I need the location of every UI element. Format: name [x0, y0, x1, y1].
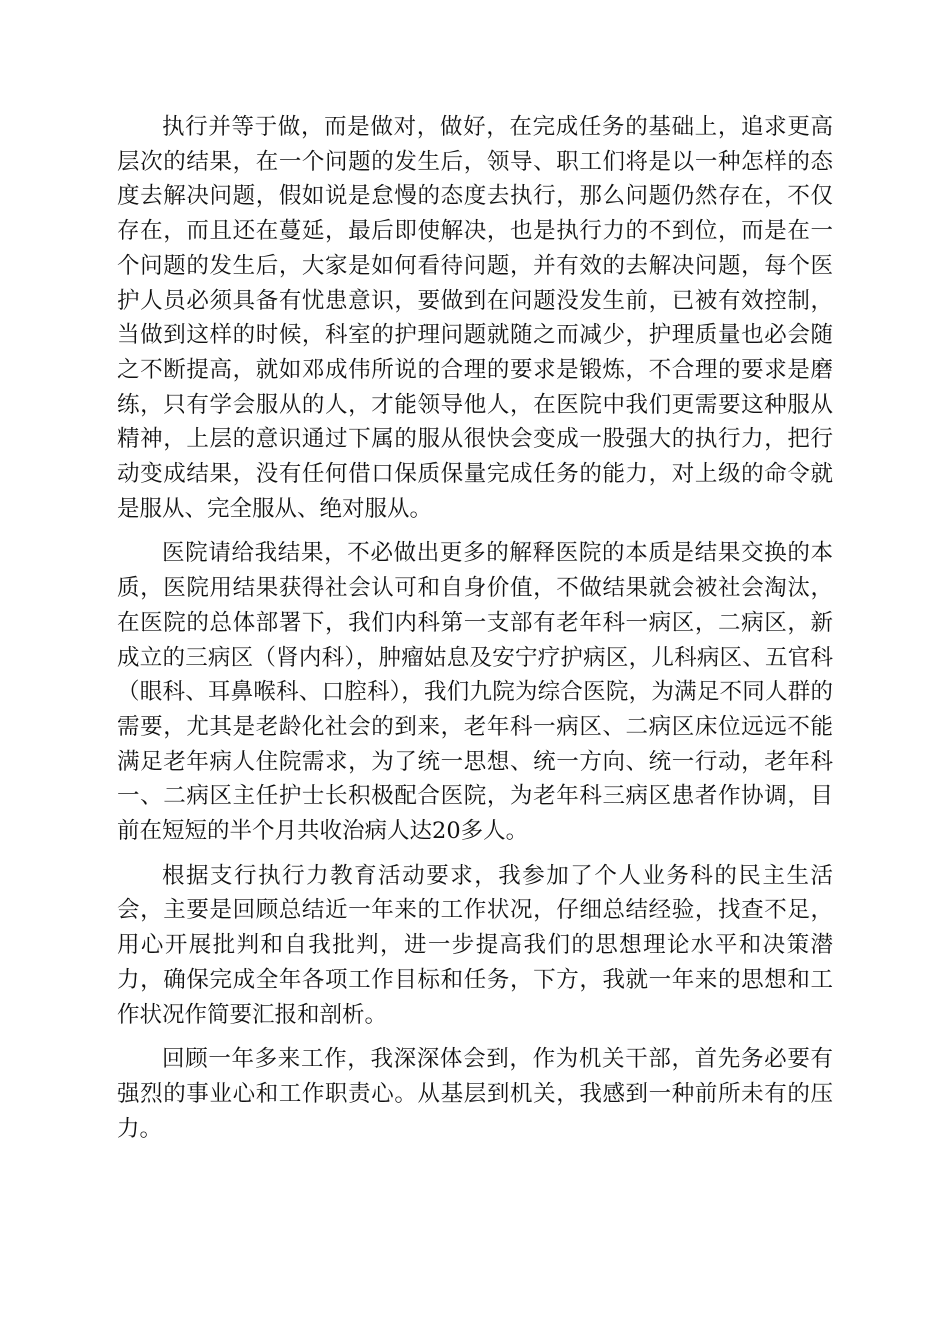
- paragraph-execution: 执行并等于做，而是做对，做好，在完成任务的基础上，追求更高层次的结果，在一个问题的发生后，领导、职工们将是以一种怎样的态度去解决问题，假如说是怠慢的态度去执行，那么问题仍然存在，不仅存在，而且还在蔓延，最后即使解决，也是执行力的不到位，而是在一个问题的发生后，大家是如何看待问题，并有效的去解决问题，每个医护人员必须具备有忧患意识，要做到在问题没发生前，已被有效控制，当做到这样的时候，科室的护理问题就随之而减少，护理质量也必会随之不断提高，就如邓成伟所说的合理的要求是锻炼，不合理的要求是磨练，只有学会服从的人，才能领导他人，在医院中我们更需要这种服从精神，上层的意识通过下属的服从很快会变成一股强大的执行力，把行动变成结果，没有任何借口保质保量完成任务的能力，对上级的命令就是服从、完全服从、绝对服从。: [117, 114, 833, 522]
- paragraph-hospital-results: 医院请给我结果，不必做出更多的解释医院的本质是结果交换的本质，医院用结果获得社会认可和自身价值，不做结果就会被社会淘汰，在医院的总体部署下，我们内科第一支部有老年科一病区，二病区，新成立的三病区（肾内科），肿瘤姑息及安宁疗护病区，儿科病区、五官科（眼科、耳鼻喉科、口腔科），我们九院为综合医院，为满足不同人群的需要，尤其是老龄化社会的到来，老年科一病区、二病区床位远远不能满足老年病人住院需求，为了统一思想、统一方向、统一行动，老年科一、二病区主任护士长积极配合医院，为老年科三病区患者作协调，目前在短短的半个月共收治病人达20多人。: [117, 540, 833, 845]
- paragraph-review: 回顾一年多来工作，我深深体会到，作为机关干部，首先务必要有强烈的事业心和工作职责心。从基层到机关，我感到一种前所未有的压力。: [117, 1046, 833, 1142]
- paragraph-democratic-meeting: 根据支行执行力教育活动要求，我参加了个人业务科的民主生活会，主要是回顾总结近一年来的工作状况，仔细总结经验，找查不足，用心开展批判和自我批判，进一步提高我们的思想理论水平和决策潜力，确保完成全年各项工作目标和任务，下方，我就一年来的思想和工作状况作简要汇报和剖析。: [117, 862, 833, 1028]
- document-page: [117, 110, 833, 1156]
